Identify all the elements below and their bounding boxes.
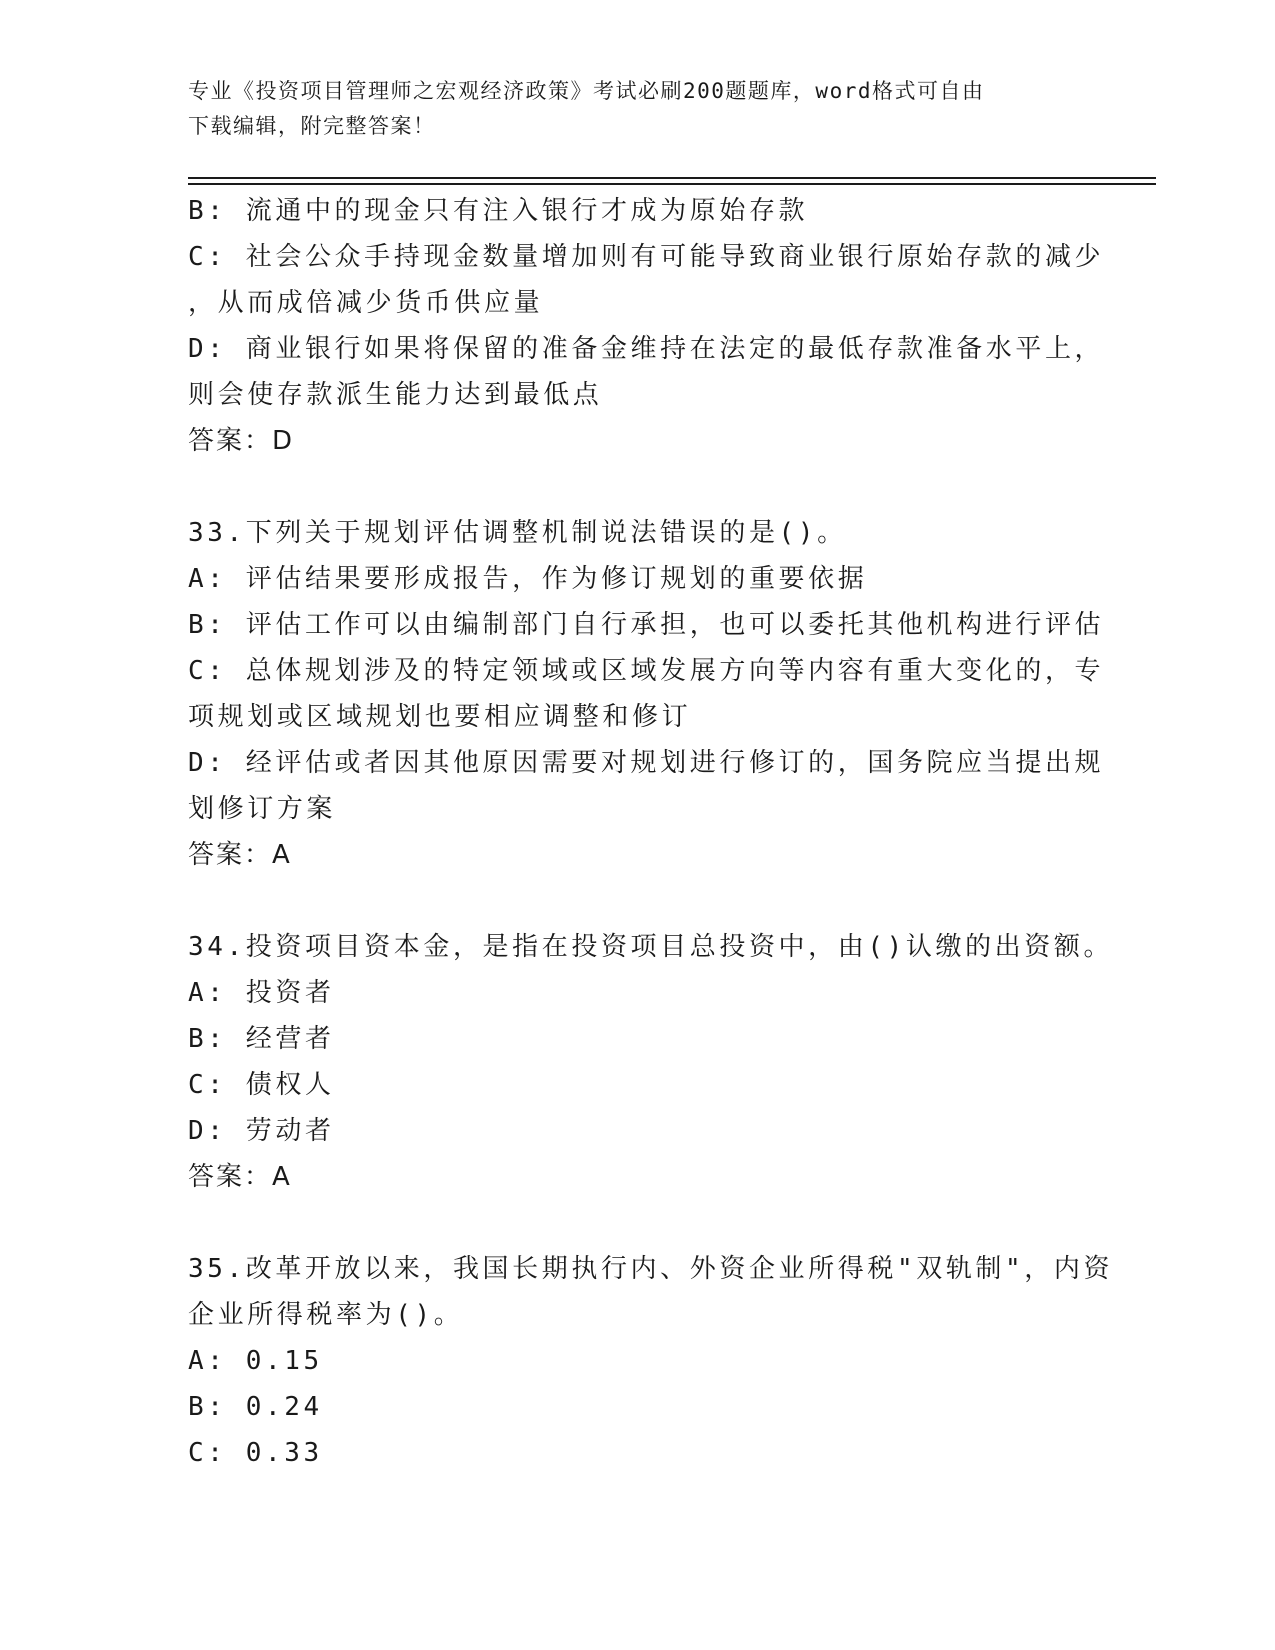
- option-line: C: 社会公众手持现金数量增加则有可能导致商业银行原始存款的减少: [188, 242, 1105, 272]
- option-line: A: 投资者: [188, 978, 335, 1008]
- spacer: [188, 1200, 1078, 1246]
- answer-line: 答案：A: [188, 840, 292, 870]
- answer-line: 答案：D: [188, 426, 295, 456]
- header-line-1: 专业《投资项目管理师之宏观经济政策》考试必刷200题题库，word格式可自由: [188, 79, 985, 103]
- spacer: [188, 878, 1078, 924]
- option-line: C: 总体规划涉及的特定领域或区域发展方向等内容有重大变化的，专: [188, 656, 1105, 686]
- question-text: 34.投资项目资本金，是指在投资项目总投资中，由()认缴的出资额。: [188, 932, 1114, 962]
- option-line: B: 经营者: [188, 1024, 335, 1054]
- document-body: [188, 188, 1114, 1476]
- option-line: B: 流通中的现金只有注入银行才成为原始存款: [188, 196, 809, 226]
- question-33: [188, 510, 1105, 878]
- header-rule-bottom: [188, 183, 1156, 185]
- document-header: [188, 74, 1068, 144]
- option-line: 则会使存款派生能力达到最低点: [188, 380, 603, 410]
- header-line-2: 下载编辑，附完整答案！: [188, 114, 436, 138]
- option-line: 划修订方案: [188, 794, 337, 824]
- option-line: D: 商业银行如果将保留的准备金维持在法定的最低存款准备水平上，: [188, 334, 1105, 364]
- option-line: D: 劳动者: [188, 1116, 335, 1146]
- option-line: B: 0.24: [188, 1392, 323, 1422]
- question-text: 企业所得税率为()。: [188, 1300, 464, 1330]
- option-line: A: 0.15: [188, 1346, 323, 1376]
- question-text: 35.改革开放以来，我国长期执行内、外资企业所得税"双轨制"，内资: [188, 1254, 1114, 1284]
- option-line: ，从而成倍减少货币供应量: [188, 288, 544, 318]
- question-34: [188, 924, 1114, 1200]
- option-line: 项规划或区域规划也要相应调整和修订: [188, 702, 692, 732]
- option-line: D: 经评估或者因其他原因需要对规划进行修订的，国务院应当提出规: [188, 748, 1105, 778]
- header-rule-top: [188, 177, 1156, 179]
- option-line: B: 评估工作可以由编制部门自行承担，也可以委托其他机构进行评估: [188, 610, 1105, 640]
- question-35: [188, 1246, 1114, 1476]
- answer-line: 答案：A: [188, 1162, 292, 1192]
- question-text: 33.下列关于规划评估调整机制说法错误的是()。: [188, 518, 847, 548]
- spacer: [188, 464, 1078, 510]
- question-32-tail: [188, 188, 1105, 464]
- option-line: A: 评估结果要形成报告，作为修订规划的重要依据: [188, 564, 868, 594]
- option-line: C: 0.33: [188, 1438, 323, 1468]
- option-line: C: 债权人: [188, 1070, 335, 1100]
